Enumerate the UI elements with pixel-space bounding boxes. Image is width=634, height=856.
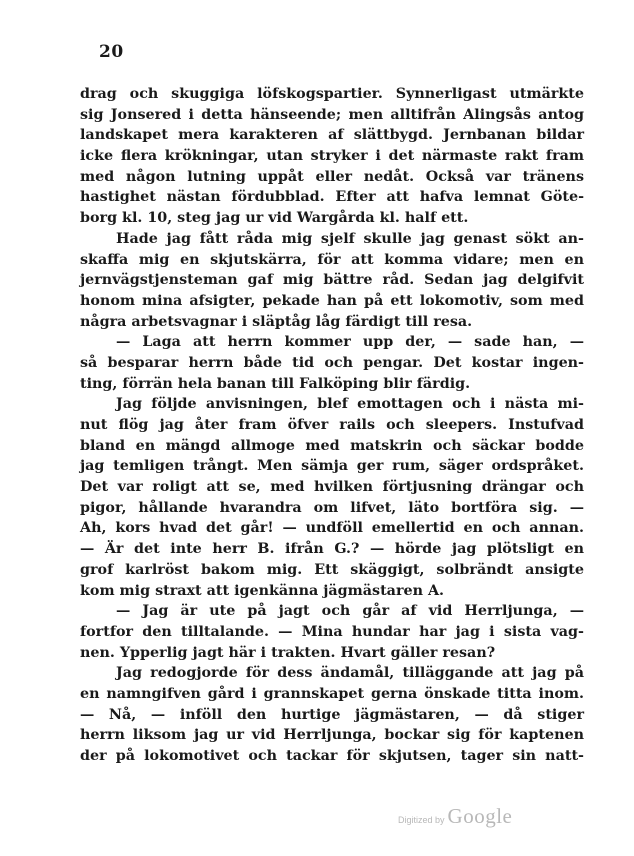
text-line: ting, förrän hela banan till Falköping blir färdig.: [80, 375, 471, 392]
text-line: — Laga att herrn kommer upp der, — sade han, —: [116, 334, 584, 351]
text-line: landskapet mera karakteren af slättbygd. Jernbanan bildar: [80, 127, 584, 144]
text-line: honom mina afsigter, pekade han på ett lokomotiv, som med: [80, 292, 584, 309]
text-line: drag och skuggiga löfskogspartier. Synnerligast utmärkte: [80, 86, 584, 102]
text-line: Jag följde anvisningen, blef emottagen och i nästa mi-: [116, 396, 584, 413]
text-line: en namngifven gård i grannskapet gerna önskade titta inom.: [80, 685, 584, 702]
text-line: med någon lutning uppåt eller nedåt. Också var tränens: [80, 168, 584, 185]
body-text: [80, 84, 584, 767]
text-line: Ah, kors hvad det går! — undföll emellertid en och annan.: [80, 520, 584, 537]
text-line: några arbetsvagnar i släptåg låg färdigt till resa.: [80, 313, 473, 330]
text-line: pigor, hållande hvarandra om lifvet, läto bortföra sig. —: [80, 499, 584, 516]
text-line: bland en mängd allmoge med matskrin och säckar bodde: [80, 437, 584, 454]
text-line: så besparar herrn både tid och pengar. Det kostar ingen-: [80, 354, 584, 371]
text-line: hastighet nästan fördubblad. Efter att hafva lemnat Göte-: [80, 189, 584, 206]
text-line: fortfor den tilltalande. — Mina hundar har jag i sista vag-: [80, 623, 584, 640]
page-number: 20: [99, 42, 124, 62]
text-line: skaffa mig en skjutskärra, för att komma vidare; men en: [80, 251, 584, 268]
text-line: — Jag är ute på jagt och går af vid Herrljunga, —: [116, 603, 584, 620]
text-line: Jag redogjorde för dess ändamål, tilläggande att jag på: [116, 665, 584, 682]
text-line: jag temligen trångt. Men sämja ger rum, säger ordspråket.: [80, 458, 584, 475]
text-line: der på lokomotivet och tackar för skjutsen, tager sin natt-: [80, 748, 584, 764]
text-line: grof karlröst bakom mig. Ett skäggigt, solbrändt ansigte: [80, 561, 584, 578]
text-line: herrn liksom jag ur vid Herrljunga, bockar sig för kaptenen: [80, 727, 584, 744]
google-logo: Google: [447, 804, 513, 828]
text-line: jernvägstjensteman gaf mig bättre råd. Sedan jag delgifvit: [80, 272, 584, 289]
text-line: — Är det inte herr B. ifrån G.? — hörde jag plötsligt en: [80, 541, 584, 558]
text-line: nut flög jag åter fram öfver rails och sleepers. Instufvad: [80, 417, 584, 433]
digitized-by-watermark: [398, 804, 512, 829]
text-line: nen. Ypperlig jagt här i trakten. Hvart gäller resan?: [80, 644, 496, 661]
text-line: borg kl. 10, steg jag ur vid Wargårda kl. half ett.: [80, 210, 469, 227]
text-line: icke flera krökningar, utan stryker i det närmaste rakt fram: [80, 148, 584, 165]
text-line: Hade jag fått råda mig sjelf skulle jag genast sökt an-: [116, 230, 584, 247]
text-line: kom mig straxt att igenkänna jägmästaren A.: [80, 582, 445, 599]
text-line: — Nå, — inföll den hurtige jägmästaren, — då stiger: [80, 706, 584, 723]
watermark-prefix: Digitized by: [398, 815, 445, 825]
text-line: Det var roligt att se, med hvilken förtjusning drängar och: [80, 479, 584, 496]
text-line: sig Jonsered i detta hänseende; men alltifrån Alingsås antog: [80, 106, 584, 123]
